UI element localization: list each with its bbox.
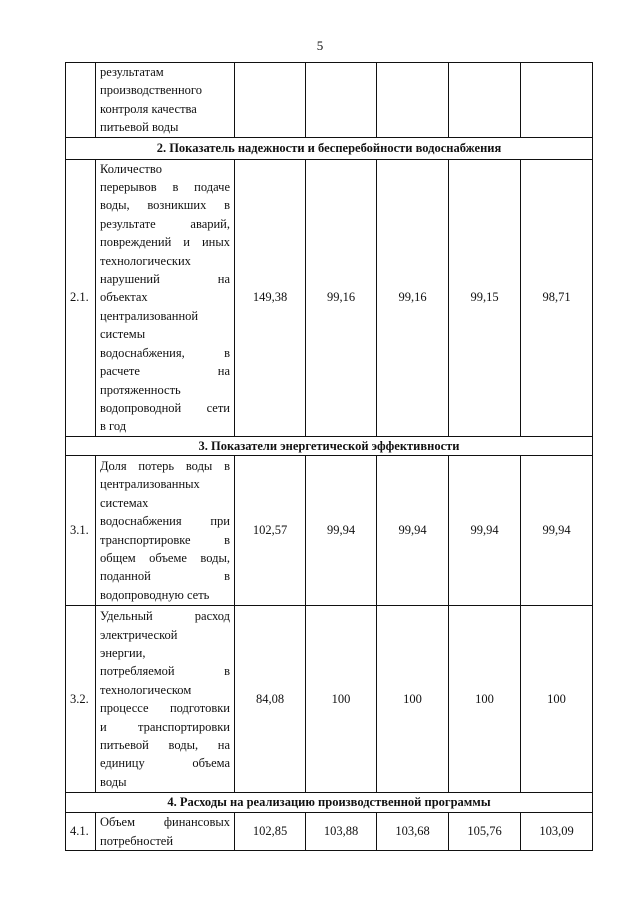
value-cell bbox=[521, 63, 593, 138]
value-cell: 102,85 bbox=[235, 813, 306, 851]
value-cell: 99,94 bbox=[521, 456, 593, 606]
row-number-cell: 3.2. bbox=[66, 606, 96, 793]
value-cell: 98,71 bbox=[521, 159, 593, 436]
value-cell: 99,94 bbox=[377, 456, 449, 606]
description-line: перерывов в подаче bbox=[100, 180, 230, 195]
value-cell bbox=[306, 63, 377, 138]
value-cell: 100 bbox=[377, 606, 449, 793]
description-line: водопроводную сеть bbox=[100, 587, 210, 602]
table-row bbox=[66, 159, 593, 436]
description-line: процессе подготовки bbox=[100, 701, 230, 716]
value-cell: 100 bbox=[306, 606, 377, 793]
table-row bbox=[66, 813, 593, 851]
description-line: Доля потерь воды в bbox=[100, 459, 230, 473]
value-cell: 99,94 bbox=[306, 456, 377, 606]
description-line: водоснабжения при bbox=[100, 514, 230, 529]
description-line: централизованной bbox=[100, 308, 199, 323]
description-line: поданной в bbox=[100, 569, 230, 584]
description-line: потребностей bbox=[100, 833, 174, 848]
value-cell: 102,57 bbox=[235, 456, 306, 606]
description-line: питьевой воды bbox=[100, 120, 179, 135]
section-title: 4. Расходы на реализацию производственной программы bbox=[66, 793, 593, 813]
value-cell: 99,16 bbox=[306, 159, 377, 436]
description-line: и транспортировки bbox=[100, 719, 230, 734]
description-line: Удельный расход bbox=[100, 609, 230, 624]
row-number-cell bbox=[66, 63, 96, 138]
row-description-cell bbox=[96, 456, 235, 606]
description-line: водоснабжения, в bbox=[100, 345, 230, 360]
table-row bbox=[66, 456, 593, 606]
description-line: нарушений на bbox=[100, 272, 230, 287]
row-description-cell bbox=[96, 159, 235, 436]
section-header-row bbox=[66, 793, 593, 813]
description-line: воды bbox=[100, 774, 127, 789]
description-line: системах bbox=[100, 495, 149, 510]
description-line: энергии, bbox=[100, 645, 146, 660]
row-description-cell bbox=[96, 813, 235, 851]
value-cell: 103,88 bbox=[306, 813, 377, 851]
value-cell: 100 bbox=[449, 606, 521, 793]
description-line: результатам bbox=[100, 65, 164, 79]
section-title: 3. Показатели энергетической эффективности bbox=[66, 436, 593, 455]
row-number-cell: 4.1. bbox=[66, 813, 96, 851]
page-number: 5 bbox=[316, 38, 324, 53]
description-line: производственного bbox=[100, 83, 202, 98]
row-description-cell bbox=[96, 63, 235, 138]
value-cell: 99,15 bbox=[449, 159, 521, 436]
description-line: водопроводной сети bbox=[100, 400, 230, 415]
table-row bbox=[66, 606, 593, 793]
value-cell: 149,38 bbox=[235, 159, 306, 436]
description-line: в год bbox=[100, 419, 127, 434]
section-header-row bbox=[66, 436, 593, 455]
description-line: Количество bbox=[100, 161, 162, 176]
value-cell: 99,94 bbox=[449, 456, 521, 606]
value-cell bbox=[449, 63, 521, 138]
value-cell: 99,16 bbox=[377, 159, 449, 436]
row-description-cell bbox=[96, 606, 235, 793]
value-cell bbox=[235, 63, 306, 138]
section-title: 2. Показатель надежности и бесперебойности водоснабжения bbox=[66, 137, 593, 159]
table-row-continued bbox=[66, 63, 593, 138]
value-cell: 84,08 bbox=[235, 606, 306, 793]
description-line: системы bbox=[100, 327, 146, 342]
description-line: электрической bbox=[100, 627, 178, 642]
section-header-row bbox=[66, 137, 593, 159]
description-line: общем объеме воды, bbox=[100, 551, 230, 566]
description-line: расчете на bbox=[100, 364, 230, 379]
description-line: технологическом bbox=[100, 682, 192, 697]
description-line: протяженность bbox=[100, 382, 181, 397]
row-number-cell: 3.1. bbox=[66, 456, 96, 606]
description-line: объектах bbox=[100, 290, 148, 305]
description-line: технологических bbox=[100, 253, 191, 268]
description-line: потребляемой в bbox=[100, 664, 230, 679]
description-line: результате аварий, bbox=[100, 216, 230, 231]
row-number-cell: 2.1. bbox=[66, 159, 96, 436]
value-cell: 105,76 bbox=[449, 813, 521, 851]
description-line: питьевой воды, на bbox=[100, 737, 230, 752]
description-line: контроля качества bbox=[100, 101, 197, 116]
production-program-table bbox=[65, 62, 593, 851]
value-cell bbox=[377, 63, 449, 138]
description-line: повреждений и иных bbox=[100, 235, 230, 250]
value-cell: 103,68 bbox=[377, 813, 449, 851]
description-line: единицу объема bbox=[100, 756, 230, 771]
description-line: воды, возникших в bbox=[100, 198, 230, 213]
description-line: транспортировке в bbox=[100, 532, 230, 547]
description-line: Объем финансовых bbox=[100, 815, 230, 830]
value-cell: 100 bbox=[521, 606, 593, 793]
description-line: централизованных bbox=[100, 477, 200, 492]
value-cell: 103,09 bbox=[521, 813, 593, 851]
